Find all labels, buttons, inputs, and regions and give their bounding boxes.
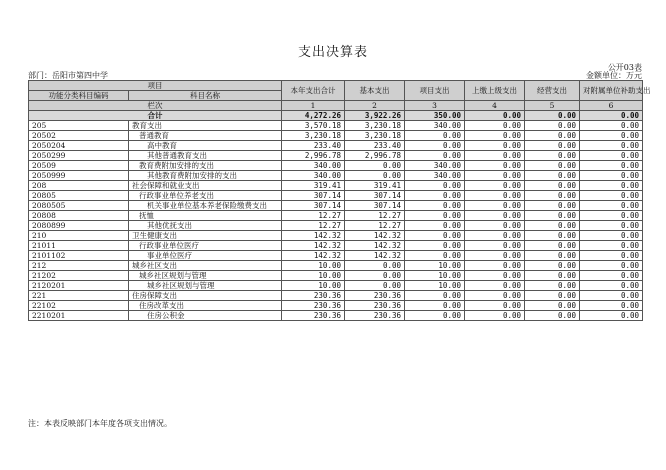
row-value: 0.00 — [345, 271, 405, 281]
total-value: 0.00 — [580, 111, 643, 121]
row-value: 0.00 — [580, 221, 643, 231]
row-value: 0.00 — [525, 201, 580, 211]
row-value: 0.00 — [525, 161, 580, 171]
row-name: 行政事业单位养老支出 — [129, 191, 282, 201]
row-name: 城乡社区规划与管理 — [129, 281, 282, 291]
row-value: 0.00 — [580, 311, 643, 321]
row-value: 0.00 — [465, 161, 525, 171]
row-value: 0.00 — [405, 201, 465, 211]
row-value: 307.14 — [345, 191, 405, 201]
header-index-num: 6 — [580, 101, 643, 111]
row-value: 0.00 — [525, 181, 580, 191]
row-value: 0.00 — [345, 261, 405, 271]
row-value: 10.00 — [405, 281, 465, 291]
row-value: 0.00 — [525, 281, 580, 291]
total-label: 合计 — [29, 111, 282, 121]
row-value: 0.00 — [405, 221, 465, 231]
row-name: 住房保障支出 — [129, 291, 282, 301]
row-value: 12.27 — [282, 211, 345, 221]
total-value: 0.00 — [465, 111, 525, 121]
row-name: 住房改革支出 — [129, 301, 282, 311]
header-col-project: 项目支出 — [405, 81, 465, 101]
header-col-total: 本年支出合计 — [282, 81, 345, 101]
header-code: 功能分类科目编码 — [29, 91, 129, 101]
row-value: 307.14 — [282, 201, 345, 211]
header-index-num: 1 — [282, 101, 345, 111]
header-col-upper: 上缴上级支出 — [465, 81, 525, 101]
row-code: 22102 — [29, 301, 129, 311]
row-value: 0.00 — [405, 241, 465, 251]
row-code: 20805 — [29, 191, 129, 201]
row-code: 221 — [29, 291, 129, 301]
total-value: 4,272.26 — [282, 111, 345, 121]
row-code: 2101102 — [29, 251, 129, 261]
row-value: 0.00 — [580, 231, 643, 241]
row-value: 0.00 — [580, 271, 643, 281]
row-value: 0.00 — [580, 181, 643, 191]
row-name: 高中教育 — [129, 141, 282, 151]
row-value: 0.00 — [525, 261, 580, 271]
row-value: 0.00 — [465, 261, 525, 271]
row-name: 其他普通教育支出 — [129, 151, 282, 161]
header-index-num: 4 — [465, 101, 525, 111]
header-index-num: 5 — [525, 101, 580, 111]
row-value: 233.40 — [282, 141, 345, 151]
row-value: 0.00 — [580, 241, 643, 251]
row-value: 10.00 — [405, 271, 465, 281]
table-row — [29, 211, 643, 221]
row-value: 0.00 — [525, 271, 580, 281]
row-value: 0.00 — [405, 231, 465, 241]
row-value: 0.00 — [580, 141, 643, 151]
row-code: 20808 — [29, 211, 129, 221]
row-value: 340.00 — [405, 121, 465, 131]
row-value: 0.00 — [405, 151, 465, 161]
row-value: 0.00 — [405, 311, 465, 321]
row-value: 10.00 — [405, 261, 465, 271]
row-value: 0.00 — [465, 291, 525, 301]
row-code: 2080505 — [29, 201, 129, 211]
row-value: 0.00 — [525, 291, 580, 301]
department-label: 部门：岳阳市第四中学 — [28, 71, 108, 80]
total-value: 0.00 — [525, 111, 580, 121]
row-name: 其他优抚支出 — [129, 221, 282, 231]
page-title: 支出决算表 — [297, 45, 368, 60]
row-value: 0.00 — [465, 131, 525, 141]
row-value: 0.00 — [580, 121, 643, 131]
amount-unit-label: 金额单位：万元 — [586, 71, 642, 80]
row-code: 2050299 — [29, 151, 129, 161]
header-col-subsidiary: 对附属单位补助支出 — [580, 81, 643, 101]
row-value: 340.00 — [405, 171, 465, 181]
table-row — [29, 181, 643, 191]
row-value: 0.00 — [525, 231, 580, 241]
row-value: 2,996.78 — [345, 151, 405, 161]
row-name: 抚恤 — [129, 211, 282, 221]
row-code: 2210201 — [29, 311, 129, 321]
row-value: 0.00 — [580, 261, 643, 271]
row-value: 0.00 — [580, 301, 643, 311]
row-code: 210 — [29, 231, 129, 241]
table-row — [29, 131, 643, 141]
row-name: 教育支出 — [129, 121, 282, 131]
header-index-label: 栏次 — [29, 101, 282, 111]
row-value: 340.00 — [282, 171, 345, 181]
row-value: 0.00 — [465, 221, 525, 231]
row-code: 21202 — [29, 271, 129, 281]
header-index-num: 2 — [345, 101, 405, 111]
row-code: 20502 — [29, 131, 129, 141]
row-value: 0.00 — [525, 211, 580, 221]
row-name: 住房公积金 — [129, 311, 282, 321]
row-value: 319.41 — [282, 181, 345, 191]
row-value: 0.00 — [405, 251, 465, 261]
row-code: 212 — [29, 261, 129, 271]
row-value: 0.00 — [465, 301, 525, 311]
table-row — [29, 171, 643, 181]
row-value: 230.36 — [282, 301, 345, 311]
row-value: 340.00 — [405, 161, 465, 171]
row-name: 城乡社区支出 — [129, 261, 282, 271]
table-row — [29, 291, 643, 301]
footnote: 注：本表反映部门本年度各项支出情况。 — [28, 419, 172, 428]
table-row — [29, 301, 643, 311]
row-value: 0.00 — [525, 171, 580, 181]
row-value: 230.36 — [345, 291, 405, 301]
row-value: 142.32 — [282, 231, 345, 241]
row-value: 230.36 — [282, 311, 345, 321]
row-value: 0.00 — [345, 171, 405, 181]
row-value: 0.00 — [465, 181, 525, 191]
form-number: 公开03表 — [607, 63, 642, 72]
total-value: 3,922.26 — [345, 111, 405, 121]
table-row — [29, 201, 643, 211]
row-code: 208 — [29, 181, 129, 191]
row-value: 0.00 — [580, 131, 643, 141]
row-value: 230.36 — [345, 311, 405, 321]
row-value: 0.00 — [465, 211, 525, 221]
row-value: 0.00 — [525, 311, 580, 321]
table-row — [29, 191, 643, 201]
row-name: 机关事业单位基本养老保险缴费支出 — [129, 201, 282, 211]
row-value: 0.00 — [465, 231, 525, 241]
header-row-index — [29, 101, 643, 111]
table-row — [29, 231, 643, 241]
row-value: 0.00 — [405, 131, 465, 141]
table-row — [29, 151, 643, 161]
header-index-num: 3 — [405, 101, 465, 111]
row-value: 0.00 — [465, 241, 525, 251]
row-value: 0.00 — [525, 301, 580, 311]
row-value: 0.00 — [580, 211, 643, 221]
row-code: 205 — [29, 121, 129, 131]
row-value: 0.00 — [525, 221, 580, 231]
row-value: 0.00 — [465, 191, 525, 201]
row-code: 2120201 — [29, 281, 129, 291]
row-value: 340.00 — [282, 161, 345, 171]
row-value: 0.00 — [465, 311, 525, 321]
row-value: 3,230.18 — [282, 131, 345, 141]
row-name: 卫生健康支出 — [129, 231, 282, 241]
row-value: 0.00 — [405, 191, 465, 201]
row-value: 0.00 — [580, 171, 643, 181]
table-row — [29, 311, 643, 321]
row-value: 12.27 — [282, 221, 345, 231]
row-value: 0.00 — [345, 161, 405, 171]
header-name: 科目名称 — [129, 91, 282, 101]
row-value: 12.27 — [345, 211, 405, 221]
row-name: 事业单位医疗 — [129, 251, 282, 261]
row-value: 0.00 — [405, 291, 465, 301]
row-value: 0.00 — [465, 121, 525, 131]
table-row — [29, 161, 643, 171]
row-value: 0.00 — [580, 291, 643, 301]
table-row — [29, 251, 643, 261]
row-value: 0.00 — [525, 251, 580, 261]
row-value: 12.27 — [345, 221, 405, 231]
row-value: 230.36 — [345, 301, 405, 311]
row-value: 0.00 — [580, 191, 643, 201]
row-name: 行政事业单位医疗 — [129, 241, 282, 251]
row-value: 0.00 — [525, 241, 580, 251]
row-value: 319.41 — [345, 181, 405, 191]
row-value: 230.36 — [282, 291, 345, 301]
row-value: 0.00 — [525, 141, 580, 151]
row-value: 0.00 — [580, 281, 643, 291]
expenditure-table — [28, 80, 651, 321]
row-value: 142.32 — [282, 241, 345, 251]
total-value: 350.00 — [405, 111, 465, 121]
row-value: 0.00 — [465, 201, 525, 211]
row-code: 2050999 — [29, 171, 129, 181]
row-value: 142.32 — [282, 251, 345, 261]
row-value: 0.00 — [465, 251, 525, 261]
row-value: 307.14 — [282, 191, 345, 201]
row-value: 0.00 — [465, 281, 525, 291]
row-code: 20509 — [29, 161, 129, 171]
row-value: 0.00 — [405, 141, 465, 151]
row-value: 0.00 — [405, 181, 465, 191]
row-value: 307.14 — [345, 201, 405, 211]
table-row — [29, 241, 643, 251]
row-code: 2080899 — [29, 221, 129, 231]
row-value: 10.00 — [282, 281, 345, 291]
row-value: 2,996.78 — [282, 151, 345, 161]
row-value: 3,230.18 — [345, 121, 405, 131]
table-row — [29, 281, 643, 291]
row-name: 城乡社区规划与管理 — [129, 271, 282, 281]
row-value: 0.00 — [580, 151, 643, 161]
row-value: 0.00 — [580, 201, 643, 211]
row-value: 0.00 — [580, 251, 643, 261]
row-value: 0.00 — [580, 161, 643, 171]
header-col-business: 经营支出 — [525, 81, 580, 101]
row-value: 10.00 — [282, 271, 345, 281]
row-value: 0.00 — [465, 151, 525, 161]
row-value: 0.00 — [405, 301, 465, 311]
row-code: 2050204 — [29, 141, 129, 151]
table-row — [29, 121, 643, 131]
header-col-basic: 基本支出 — [345, 81, 405, 101]
row-name: 普通教育 — [129, 131, 282, 141]
row-value: 0.00 — [465, 271, 525, 281]
header-item: 项目 — [29, 81, 282, 91]
row-value: 0.00 — [345, 281, 405, 291]
row-name: 教育费附加安排的支出 — [129, 161, 282, 171]
row-value: 142.32 — [345, 231, 405, 241]
row-value: 0.00 — [465, 141, 525, 151]
row-value: 10.00 — [282, 261, 345, 271]
row-value: 0.00 — [525, 151, 580, 161]
row-code: 21011 — [29, 241, 129, 251]
total-row — [29, 111, 643, 121]
row-value: 0.00 — [465, 171, 525, 181]
row-value: 142.32 — [345, 241, 405, 251]
row-value: 142.32 — [345, 251, 405, 261]
row-value: 3,570.18 — [282, 121, 345, 131]
row-value: 0.00 — [525, 131, 580, 141]
row-name: 社会保障和就业支出 — [129, 181, 282, 191]
row-value: 0.00 — [405, 211, 465, 221]
row-value: 3,230.18 — [345, 131, 405, 141]
row-value: 0.00 — [525, 191, 580, 201]
row-value: 0.00 — [525, 121, 580, 131]
row-name: 其他教育费附加安排的支出 — [129, 171, 282, 181]
table-row — [29, 261, 643, 271]
table-row — [29, 221, 643, 231]
header-row-item — [29, 81, 643, 91]
row-value: 233.40 — [345, 141, 405, 151]
table-row — [29, 271, 643, 281]
table-row — [29, 141, 643, 151]
